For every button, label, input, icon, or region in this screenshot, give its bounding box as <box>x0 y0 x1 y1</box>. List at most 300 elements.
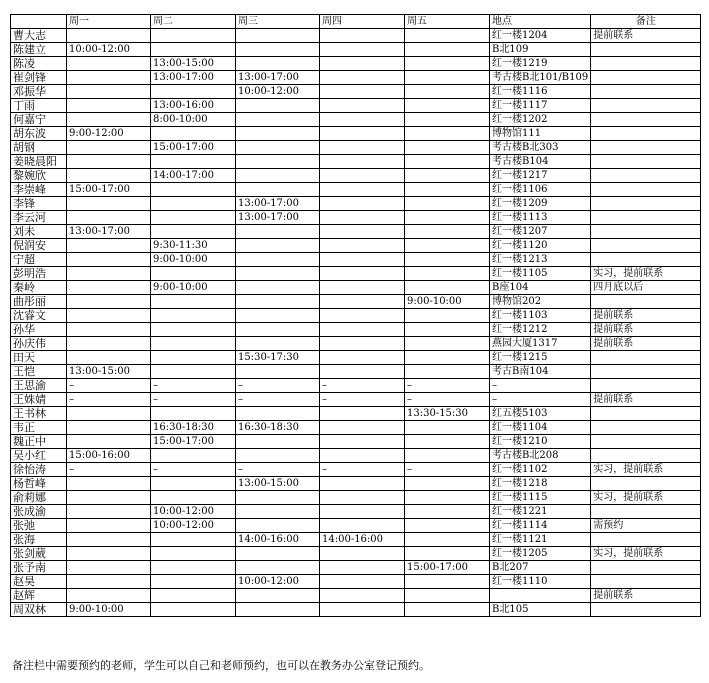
teacher-name-cell: 彭明浩 <box>11 267 67 281</box>
tuesday-hours-cell <box>151 85 236 99</box>
tuesday-hours-cell <box>151 477 236 491</box>
thursday-hours-cell <box>320 99 405 113</box>
friday-hours-cell <box>405 169 490 183</box>
remark-cell <box>591 561 701 575</box>
tuesday-hours-cell: 10:00-12:00 <box>151 505 236 519</box>
location-cell: 红一楼1105 <box>490 267 591 281</box>
tuesday-hours-cell: 9:30-11:30 <box>151 239 236 253</box>
thursday-hours-cell <box>320 477 405 491</box>
monday-hours-cell: 13:00-17:00 <box>67 225 151 239</box>
friday-hours-cell <box>405 239 490 253</box>
thursday-hours-cell <box>320 239 405 253</box>
teacher-name-cell: 周双林 <box>11 603 67 617</box>
teacher-name-cell: 张剑葳 <box>11 547 67 561</box>
monday-hours-cell <box>67 575 151 589</box>
thursday-hours-cell <box>320 155 405 169</box>
wednesday-hours-cell: 14:00-16:00 <box>236 533 320 547</box>
remark-cell <box>591 533 701 547</box>
monday-hours-cell <box>67 435 151 449</box>
monday-hours-cell <box>67 295 151 309</box>
table-row <box>11 491 701 505</box>
remark-cell <box>591 575 701 589</box>
monday-hours-cell <box>67 491 151 505</box>
wednesday-hours-cell <box>236 225 320 239</box>
friday-hours-cell <box>405 281 490 295</box>
friday-hours-cell <box>405 155 490 169</box>
header-note: 备注 <box>591 15 701 29</box>
location-cell: 红一楼1116 <box>490 85 591 99</box>
teacher-name-cell: 王书林 <box>11 407 67 421</box>
thursday-hours-cell: – <box>320 393 405 407</box>
wednesday-hours-cell <box>236 589 320 603</box>
table-row <box>11 463 701 477</box>
tuesday-hours-cell <box>151 309 236 323</box>
thursday-hours-cell <box>320 519 405 533</box>
thursday-hours-cell: – <box>320 379 405 393</box>
tuesday-hours-cell: – <box>151 463 236 477</box>
tuesday-hours-cell <box>151 225 236 239</box>
location-cell <box>490 589 591 603</box>
thursday-hours-cell <box>320 281 405 295</box>
monday-hours-cell <box>67 323 151 337</box>
monday-hours-cell <box>67 505 151 519</box>
teacher-name-cell: 沈睿文 <box>11 309 67 323</box>
wednesday-hours-cell <box>236 491 320 505</box>
thursday-hours-cell <box>320 575 405 589</box>
table-row <box>11 57 701 71</box>
teacher-name-cell: 陈建立 <box>11 43 67 57</box>
thursday-hours-cell <box>320 491 405 505</box>
remark-cell: 提前联系 <box>591 393 701 407</box>
monday-hours-cell <box>67 85 151 99</box>
location-cell: 红一楼1219 <box>490 57 591 71</box>
tuesday-hours-cell: 13:00-16:00 <box>151 99 236 113</box>
location-cell: 红一楼1104 <box>490 421 591 435</box>
location-cell: 红一楼1217 <box>490 169 591 183</box>
monday-hours-cell <box>67 211 151 225</box>
tuesday-hours-cell <box>151 365 236 379</box>
remark-cell: 实习，提前联系 <box>591 463 701 477</box>
monday-hours-cell <box>67 421 151 435</box>
wednesday-hours-cell: 13:00-15:00 <box>236 477 320 491</box>
friday-hours-cell <box>405 575 490 589</box>
remark-cell <box>591 351 701 365</box>
table-row <box>11 113 701 127</box>
thursday-hours-cell <box>320 407 405 421</box>
location-cell: 红一楼1103 <box>490 309 591 323</box>
tuesday-hours-cell <box>151 295 236 309</box>
friday-hours-cell <box>405 29 490 43</box>
friday-hours-cell <box>405 449 490 463</box>
friday-hours-cell <box>405 225 490 239</box>
thursday-hours-cell <box>320 267 405 281</box>
location-cell: 红一楼1110 <box>490 575 591 589</box>
table-row <box>11 365 701 379</box>
remark-cell <box>591 211 701 225</box>
location-cell: 红一楼1115 <box>490 491 591 505</box>
monday-hours-cell <box>67 267 151 281</box>
remark-cell <box>591 85 701 99</box>
monday-hours-cell <box>67 169 151 183</box>
location-cell: 红一楼1213 <box>490 253 591 267</box>
friday-hours-cell <box>405 267 490 281</box>
location-cell: B座104 <box>490 281 591 295</box>
thursday-hours-cell <box>320 337 405 351</box>
tuesday-hours-cell <box>151 547 236 561</box>
location-cell: 红一楼1205 <box>490 547 591 561</box>
friday-hours-cell <box>405 211 490 225</box>
header-row <box>11 15 701 29</box>
tuesday-hours-cell <box>151 183 236 197</box>
monday-hours-cell <box>67 309 151 323</box>
teacher-name-cell: 张海 <box>11 533 67 547</box>
friday-hours-cell <box>405 99 490 113</box>
office-hours-table <box>10 14 701 617</box>
remark-cell <box>591 365 701 379</box>
remark-cell: 提前联系 <box>591 337 701 351</box>
teacher-name-cell: 陈凌 <box>11 57 67 71</box>
tuesday-hours-cell: – <box>151 379 236 393</box>
wednesday-hours-cell <box>236 155 320 169</box>
remark-cell <box>591 449 701 463</box>
monday-hours-cell <box>67 589 151 603</box>
wednesday-hours-cell <box>236 29 320 43</box>
location-cell: 红一楼1215 <box>490 351 591 365</box>
header-fri: 周五 <box>405 15 490 29</box>
tuesday-hours-cell <box>151 603 236 617</box>
remark-cell <box>591 71 701 85</box>
teacher-name-cell: 倪润安 <box>11 239 67 253</box>
friday-hours-cell <box>405 491 490 505</box>
monday-hours-cell <box>67 113 151 127</box>
teacher-name-cell: 刘未 <box>11 225 67 239</box>
monday-hours-cell: 9:00-10:00 <box>67 603 151 617</box>
teacher-name-cell: 吴小红 <box>11 449 67 463</box>
monday-hours-cell <box>67 141 151 155</box>
tuesday-hours-cell <box>151 323 236 337</box>
tuesday-hours-cell <box>151 449 236 463</box>
table-row <box>11 407 701 421</box>
remark-cell <box>591 113 701 127</box>
monday-hours-cell <box>67 197 151 211</box>
wednesday-hours-cell: 10:00-12:00 <box>236 85 320 99</box>
thursday-hours-cell <box>320 197 405 211</box>
teacher-name-cell: 徐怡涛 <box>11 463 67 477</box>
wednesday-hours-cell <box>236 183 320 197</box>
monday-hours-cell <box>67 351 151 365</box>
teacher-name-cell: 杨哲峰 <box>11 477 67 491</box>
teacher-name-cell: 黎婉欣 <box>11 169 67 183</box>
monday-hours-cell <box>67 337 151 351</box>
friday-hours-cell <box>405 337 490 351</box>
monday-hours-cell <box>67 253 151 267</box>
remark-cell: 实习，提前联系 <box>591 547 701 561</box>
teacher-name-cell: 王恺 <box>11 365 67 379</box>
thursday-hours-cell <box>320 309 405 323</box>
wednesday-hours-cell <box>236 449 320 463</box>
friday-hours-cell <box>405 197 490 211</box>
monday-hours-cell: 15:00-17:00 <box>67 183 151 197</box>
thursday-hours-cell: – <box>320 463 405 477</box>
wednesday-hours-cell: – <box>236 463 320 477</box>
thursday-hours-cell <box>320 365 405 379</box>
friday-hours-cell <box>405 253 490 267</box>
wednesday-hours-cell: 13:00-17:00 <box>236 197 320 211</box>
table-row <box>11 337 701 351</box>
location-cell: 红一楼1121 <box>490 533 591 547</box>
friday-hours-cell <box>405 533 490 547</box>
table-row <box>11 29 701 43</box>
wednesday-hours-cell: – <box>236 379 320 393</box>
thursday-hours-cell <box>320 253 405 267</box>
table-row <box>11 267 701 281</box>
header-mon: 周一 <box>67 15 151 29</box>
friday-hours-cell <box>405 477 490 491</box>
monday-hours-cell <box>67 281 151 295</box>
location-cell: – <box>490 379 591 393</box>
friday-hours-cell <box>405 351 490 365</box>
monday-hours-cell <box>67 519 151 533</box>
remark-cell: 实习，提前联系 <box>591 491 701 505</box>
header-location: 地点 <box>490 15 591 29</box>
header-tue: 周二 <box>151 15 236 29</box>
tuesday-hours-cell: 9:00-10:00 <box>151 281 236 295</box>
remark-cell <box>591 505 701 519</box>
table-row <box>11 435 701 449</box>
location-cell: 红一楼1204 <box>490 29 591 43</box>
friday-hours-cell <box>405 127 490 141</box>
friday-hours-cell <box>405 365 490 379</box>
friday-hours-cell <box>405 43 490 57</box>
remark-cell <box>591 43 701 57</box>
friday-hours-cell: – <box>405 393 490 407</box>
header-thu: 周四 <box>320 15 405 29</box>
remark-cell <box>591 99 701 113</box>
wednesday-hours-cell <box>236 43 320 57</box>
remark-cell <box>591 239 701 253</box>
remark-cell <box>591 197 701 211</box>
remark-cell: 四月底以后 <box>591 281 701 295</box>
remark-cell: 提前联系 <box>591 29 701 43</box>
location-cell: 红一楼1102 <box>490 463 591 477</box>
table-row <box>11 351 701 365</box>
location-cell: 燕园大厦1317 <box>490 337 591 351</box>
location-cell: 考古楼B北208 <box>490 449 591 463</box>
friday-hours-cell <box>405 505 490 519</box>
thursday-hours-cell <box>320 211 405 225</box>
location-cell: 红一楼1210 <box>490 435 591 449</box>
teacher-name-cell: 王思渝 <box>11 379 67 393</box>
table-row <box>11 197 701 211</box>
location-cell: 考古楼B104 <box>490 155 591 169</box>
location-cell: 考古楼B北101/B109 <box>490 71 591 85</box>
remark-cell <box>591 225 701 239</box>
tuesday-hours-cell <box>151 337 236 351</box>
table-row <box>11 295 701 309</box>
monday-hours-cell: 15:00-16:00 <box>67 449 151 463</box>
location-cell: B北105 <box>490 603 591 617</box>
location-cell: 考古B南104 <box>490 365 591 379</box>
wednesday-hours-cell: 15:30-17:30 <box>236 351 320 365</box>
wednesday-hours-cell <box>236 99 320 113</box>
wednesday-hours-cell <box>236 141 320 155</box>
thursday-hours-cell: 14:00-16:00 <box>320 533 405 547</box>
thursday-hours-cell <box>320 85 405 99</box>
wednesday-hours-cell <box>236 253 320 267</box>
location-cell: 红一楼1207 <box>490 225 591 239</box>
location-cell: 红一楼1209 <box>490 197 591 211</box>
remark-cell <box>591 421 701 435</box>
teacher-name-cell: 李锋 <box>11 197 67 211</box>
teacher-name-cell: 邓振华 <box>11 85 67 99</box>
table-row <box>11 589 701 603</box>
teacher-name-cell: 韦正 <box>11 421 67 435</box>
teacher-name-cell: 张予南 <box>11 561 67 575</box>
wednesday-hours-cell <box>236 519 320 533</box>
tuesday-hours-cell <box>151 197 236 211</box>
table-row <box>11 379 701 393</box>
table-row <box>11 323 701 337</box>
table-row <box>11 449 701 463</box>
thursday-hours-cell <box>320 113 405 127</box>
location-cell: – <box>490 393 591 407</box>
table-row <box>11 253 701 267</box>
wednesday-hours-cell <box>236 505 320 519</box>
header-wed: 周三 <box>236 15 320 29</box>
tuesday-hours-cell <box>151 267 236 281</box>
tuesday-hours-cell: 13:00-17:00 <box>151 71 236 85</box>
monday-hours-cell <box>67 477 151 491</box>
tuesday-hours-cell <box>151 533 236 547</box>
table-row <box>11 281 701 295</box>
monday-hours-cell <box>67 57 151 71</box>
table-row <box>11 533 701 547</box>
teacher-name-cell: 赵昊 <box>11 575 67 589</box>
monday-hours-cell: 9:00-12:00 <box>67 127 151 141</box>
table-row <box>11 309 701 323</box>
tuesday-hours-cell: – <box>151 393 236 407</box>
thursday-hours-cell <box>320 323 405 337</box>
wednesday-hours-cell: 16:30-18:30 <box>236 421 320 435</box>
table-row <box>11 575 701 589</box>
wednesday-hours-cell <box>236 603 320 617</box>
wednesday-hours-cell <box>236 281 320 295</box>
tuesday-hours-cell <box>151 127 236 141</box>
tuesday-hours-cell: 15:00-17:00 <box>151 435 236 449</box>
table-row <box>11 547 701 561</box>
teacher-name-cell: 胡东波 <box>11 127 67 141</box>
location-cell: 博物馆202 <box>490 295 591 309</box>
teacher-name-cell: 姜晓晨阳 <box>11 155 67 169</box>
monday-hours-cell <box>67 561 151 575</box>
tuesday-hours-cell: 10:00-12:00 <box>151 519 236 533</box>
location-cell: 红一楼1120 <box>490 239 591 253</box>
wednesday-hours-cell: – <box>236 393 320 407</box>
teacher-name-cell: 俞莉娜 <box>11 491 67 505</box>
remark-cell <box>591 57 701 71</box>
monday-hours-cell: 10:00-12:00 <box>67 43 151 57</box>
remark-cell: 提前联系 <box>591 309 701 323</box>
table-row <box>11 421 701 435</box>
teacher-name-cell: 曲彤丽 <box>11 295 67 309</box>
thursday-hours-cell <box>320 561 405 575</box>
thursday-hours-cell <box>320 183 405 197</box>
wednesday-hours-cell <box>236 295 320 309</box>
table-row <box>11 99 701 113</box>
remark-cell <box>591 435 701 449</box>
location-cell: 红一楼1212 <box>490 323 591 337</box>
teacher-name-cell: 丁雨 <box>11 99 67 113</box>
monday-hours-cell <box>67 547 151 561</box>
monday-hours-cell <box>67 533 151 547</box>
monday-hours-cell: – <box>67 393 151 407</box>
thursday-hours-cell <box>320 449 405 463</box>
table-row <box>11 393 701 407</box>
table-row <box>11 43 701 57</box>
tuesday-hours-cell: 13:00-15:00 <box>151 57 236 71</box>
friday-hours-cell: – <box>405 463 490 477</box>
thursday-hours-cell <box>320 505 405 519</box>
friday-hours-cell <box>405 141 490 155</box>
table-row <box>11 71 701 85</box>
remark-cell <box>591 295 701 309</box>
friday-hours-cell: – <box>405 379 490 393</box>
friday-hours-cell: 13:30-15:30 <box>405 407 490 421</box>
teacher-name-cell: 胡钢 <box>11 141 67 155</box>
friday-hours-cell <box>405 547 490 561</box>
teacher-name-cell: 秦岭 <box>11 281 67 295</box>
wednesday-hours-cell <box>236 127 320 141</box>
teacher-name-cell: 田天 <box>11 351 67 365</box>
remark-cell: 需预约 <box>591 519 701 533</box>
monday-hours-cell: 13:00-15:00 <box>67 365 151 379</box>
location-cell: 考古楼B北303 <box>490 141 591 155</box>
remark-cell <box>591 183 701 197</box>
friday-hours-cell <box>405 183 490 197</box>
thursday-hours-cell <box>320 57 405 71</box>
teacher-name-cell: 宁超 <box>11 253 67 267</box>
wednesday-hours-cell: 13:00-17:00 <box>236 211 320 225</box>
footnote: 备注栏中需要预约的老师，学生可以自己和老师预约，也可以在教务办公室登记预约。 <box>12 659 430 672</box>
tuesday-hours-cell <box>151 351 236 365</box>
friday-hours-cell <box>405 435 490 449</box>
tuesday-hours-cell <box>151 155 236 169</box>
remark-cell: 提前联系 <box>591 589 701 603</box>
location-cell: 红一楼1113 <box>490 211 591 225</box>
table-row <box>11 225 701 239</box>
location-cell: B北109 <box>490 43 591 57</box>
wednesday-hours-cell <box>236 337 320 351</box>
tuesday-hours-cell: 14:00-17:00 <box>151 169 236 183</box>
table-row <box>11 505 701 519</box>
tuesday-hours-cell: 8:00-10:00 <box>151 113 236 127</box>
teacher-name-cell: 魏正中 <box>11 435 67 449</box>
monday-hours-cell: – <box>67 463 151 477</box>
wednesday-hours-cell <box>236 407 320 421</box>
remark-cell: 提前联系 <box>591 323 701 337</box>
friday-hours-cell <box>405 85 490 99</box>
friday-hours-cell: 9:00-10:00 <box>405 295 490 309</box>
remark-cell <box>591 155 701 169</box>
location-cell: 红一楼1106 <box>490 183 591 197</box>
table-row <box>11 519 701 533</box>
thursday-hours-cell <box>320 547 405 561</box>
tuesday-hours-cell <box>151 211 236 225</box>
tuesday-hours-cell <box>151 589 236 603</box>
table-row <box>11 477 701 491</box>
monday-hours-cell: – <box>67 379 151 393</box>
friday-hours-cell <box>405 309 490 323</box>
